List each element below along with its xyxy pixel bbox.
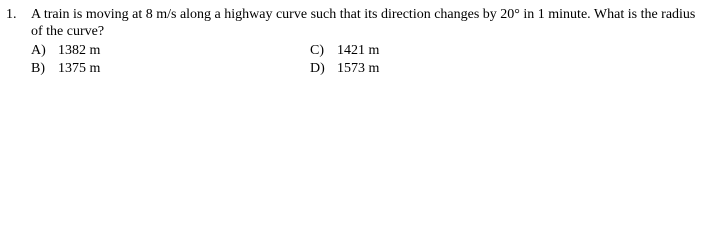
question-text: A train is moving at 8 m/s along a highway curve such that its direction changes by 20° in 1 minute. What is the radius of the curve? (31, 7, 696, 39)
option-d-letter: D) (310, 61, 325, 76)
option-b (31, 60, 100, 77)
answer-options (0, 42, 706, 82)
option-c-value: 1421 m (337, 43, 380, 58)
option-c-letter: C) (310, 43, 324, 58)
option-a-value: 1382 m (58, 43, 101, 58)
option-d-value: 1573 m (337, 61, 380, 76)
option-a (31, 42, 100, 59)
option-b-value: 1375 m (58, 61, 101, 76)
option-a-letter: A) (31, 43, 46, 58)
question-number: 1. (6, 7, 17, 22)
option-d (310, 60, 379, 77)
question-page (0, 0, 706, 91)
option-c (310, 42, 379, 59)
option-b-letter: B) (31, 61, 45, 76)
